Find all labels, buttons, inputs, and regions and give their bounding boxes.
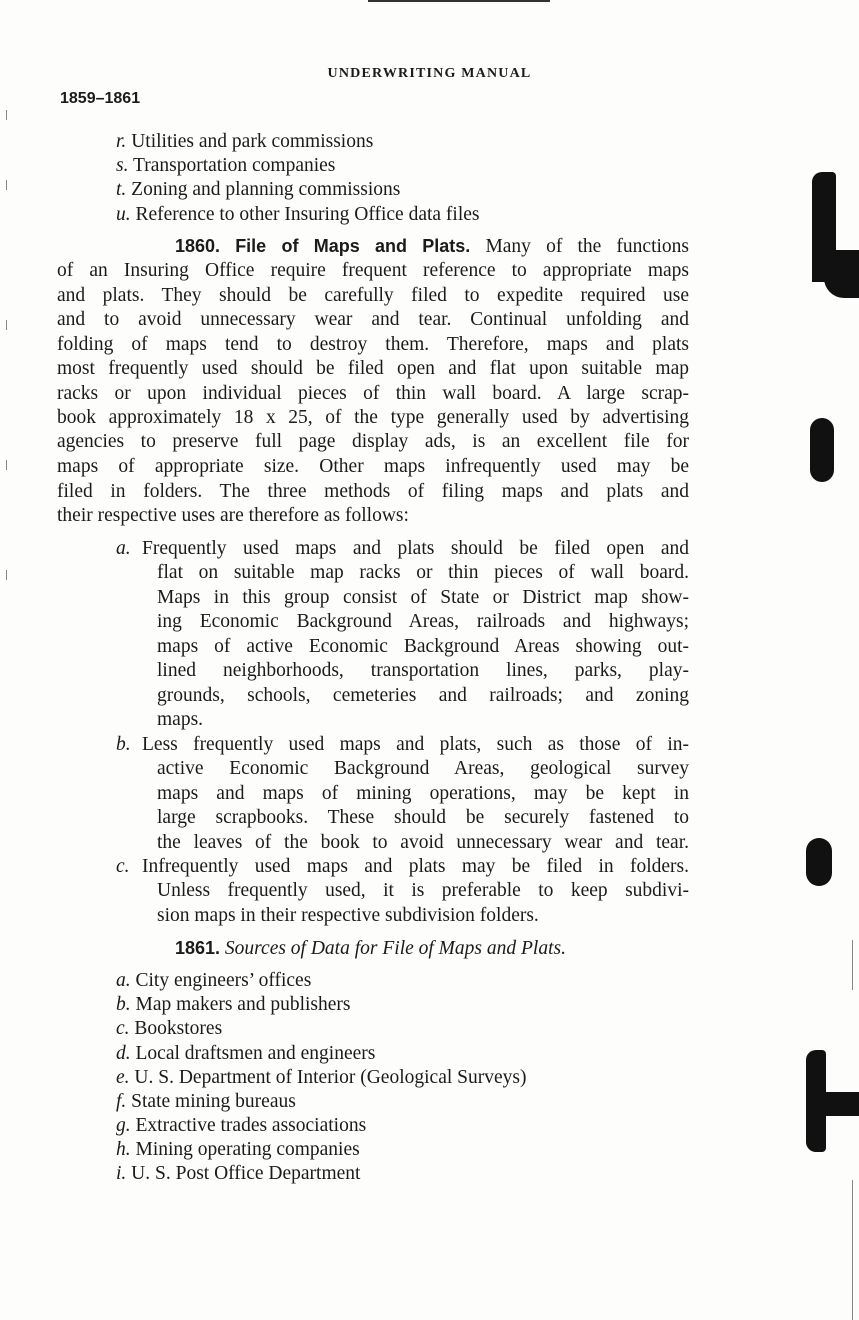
list-item: b. Map makers and publishers — [116, 994, 351, 1015]
margin-mark — [6, 180, 7, 190]
list-item: d. Local draftsmen and engineers — [116, 1043, 376, 1064]
item-line: Unless frequently used, it is preferable to keep subdivi- — [157, 880, 689, 901]
paragraph-line: of an Insuring Office require frequent reference to appropriate maps — [57, 260, 689, 281]
paragraph-line: their respective uses are therefore as follows: — [57, 505, 409, 526]
item-line: maps of active Economic Background Areas showing out- — [157, 636, 689, 657]
item-line: Infrequently used maps and plats may be filed in folders. — [142, 856, 689, 877]
paragraph-line: filed in folders. The three methods of filing maps and plats and — [57, 481, 689, 502]
item-line: lined neighborhoods, transportation lines, parks, play- — [157, 660, 689, 681]
list-item: c. Bookstores — [116, 1018, 223, 1039]
binder-hole-mark — [806, 838, 832, 886]
running-header: UNDERWRITING MANUAL — [327, 66, 532, 81]
item-line: grounds, schools, cemeteries and railroads; and zoning — [157, 685, 689, 706]
item-letter: a. — [116, 538, 131, 559]
item-letter: c. — [116, 856, 130, 877]
list-item: s. Transportation companies — [116, 155, 336, 176]
margin-mark — [6, 570, 7, 580]
item-line: Less frequently used maps and plats, such as those of in- — [142, 734, 689, 755]
item-line: Frequently used maps and plats should be filed open and — [142, 538, 689, 559]
list-item: r. Utilities and park commissions — [116, 131, 374, 152]
section-1860-heading: 1860. File of Maps and Plats. Many of the functions — [175, 236, 689, 257]
margin-mark — [852, 1180, 853, 1320]
top-rule — [368, 0, 550, 2]
item-line: maps and maps of mining operations, may be kept in — [157, 783, 689, 804]
list-item: i. U. S. Post Office Department — [116, 1163, 361, 1184]
item-line: flat on suitable map racks or thin pieces of wall board. — [157, 562, 689, 583]
binder-tab-mark — [824, 250, 859, 298]
item-line: large scrapbooks. These should be securely fastened to — [157, 807, 689, 828]
paragraph-line: folding of maps tend to destroy them. Therefore, maps and plats — [57, 334, 689, 355]
item-line: sion maps in their respective subdivision folders. — [157, 905, 539, 926]
item-line: active Economic Background Areas, geological survey — [157, 758, 689, 779]
list-item: t. Zoning and planning commissions — [116, 179, 401, 200]
paragraph-line: most frequently used should be filed open and flat upon suitable map — [57, 358, 689, 379]
list-item: e. U. S. Department of Interior (Geological Surveys) — [116, 1067, 527, 1088]
paragraph-line: and to avoid unnecessary wear and tear. Continual unfolding and — [57, 309, 689, 330]
margin-mark — [852, 940, 853, 990]
list-item: g. Extractive trades associations — [116, 1115, 367, 1136]
binder-tab-mark — [822, 1092, 859, 1116]
margin-mark — [6, 320, 7, 330]
item-letter: b. — [116, 734, 131, 755]
binder-hole-mark — [810, 418, 834, 482]
paragraph-line: maps of appropriate size. Other maps infrequently used may be — [57, 456, 689, 477]
paragraph-line: racks or upon individual pieces of thin wall board. A large scrap- — [57, 383, 689, 404]
item-line: Maps in this group consist of State or District map show- — [157, 587, 689, 608]
list-item: u. Reference to other Insuring Office data files — [116, 204, 480, 225]
list-item: h. Mining operating companies — [116, 1139, 360, 1160]
section-1861-heading: 1861. Sources of Data for File of Maps and Plats. — [175, 938, 566, 959]
item-line: the leaves of the book to avoid unnecessary wear and tear. — [157, 832, 689, 853]
paragraph-line: and plats. They should be carefully filed to expedite required use — [57, 285, 689, 306]
list-item: a. City engineers’ offices — [116, 970, 312, 991]
margin-mark — [6, 460, 7, 470]
paragraph-line: book approximately 18 x 25, of the type generally used by advertising — [57, 407, 689, 428]
item-line: ing Economic Background Areas, railroads and highways; — [157, 611, 689, 632]
item-line: maps. — [157, 709, 204, 730]
section-range: 1859–1861 — [60, 90, 141, 107]
list-item: f. State mining bureaus — [116, 1091, 296, 1112]
margin-mark — [6, 110, 7, 120]
paragraph-line: agencies to preserve full page display ads, is an excellent file for — [57, 431, 689, 452]
